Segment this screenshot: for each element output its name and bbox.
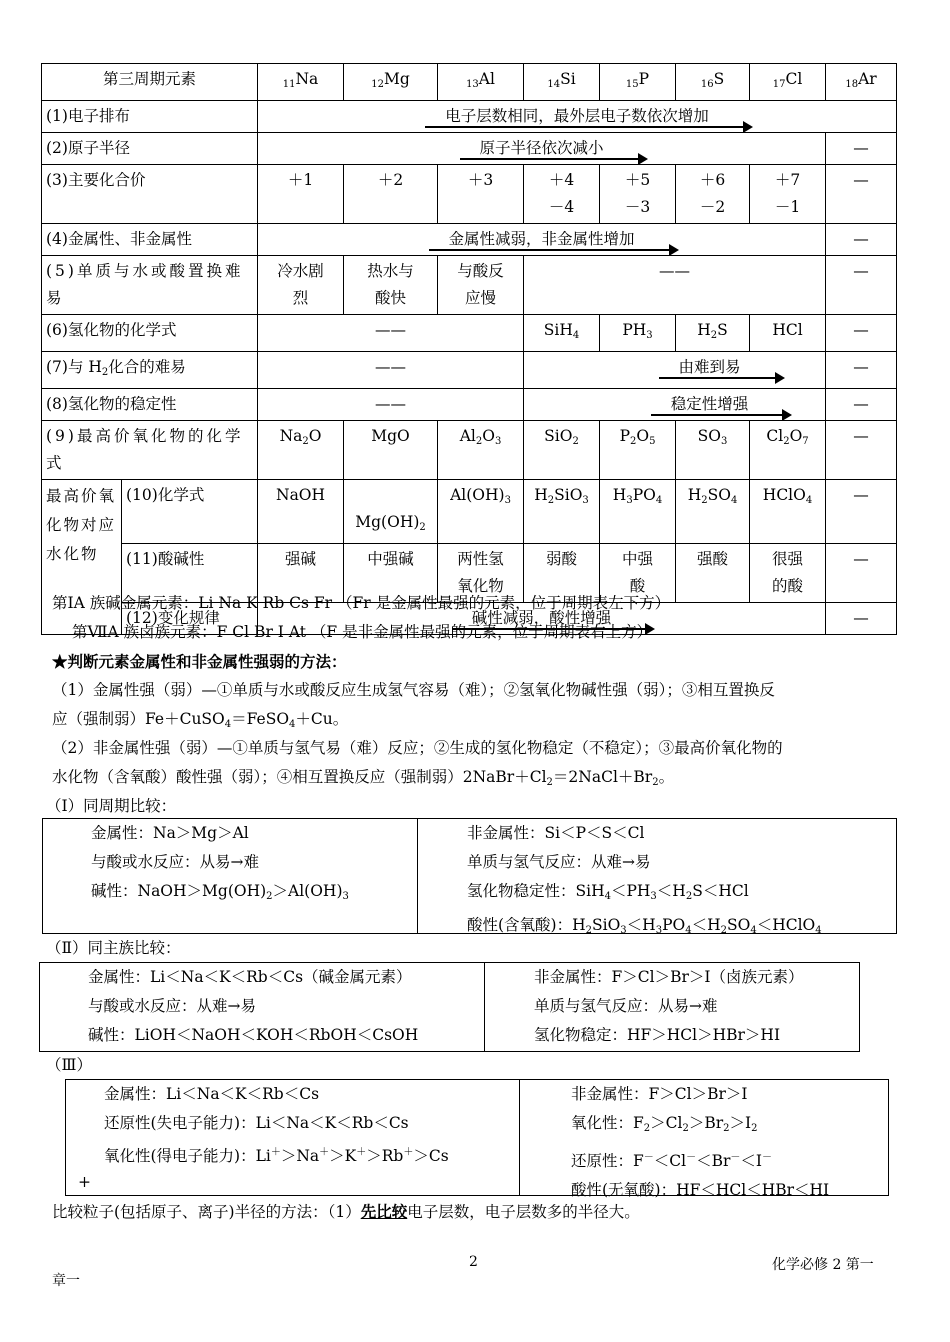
row-hydride-stability: [42, 389, 897, 421]
hydride-cell: $PH_3$: [600, 315, 676, 352]
reaction-cell: 热水与酸快: [344, 256, 438, 315]
trend-cell: [258, 133, 826, 165]
nonmetal-line: 氧化性：$F_2>Cl_2>Br_2>I_2$: [571, 1114, 758, 1134]
row-label: (8)氢化物的稳定性: [42, 389, 258, 421]
hydroxide-cell: $H_2SO_4$: [676, 480, 750, 544]
oxide-cell: $P_2O_5$: [600, 421, 676, 480]
method-nonmetal-line2: 水化物（含氧酸）酸性强（弱）；④相互置换反应（强制弱）$2NaBr+Cl_2=2NaCl+Br_2$。: [52, 768, 675, 788]
dash-cell: ——: [258, 352, 524, 389]
emphasis-text: 先比较: [360, 1202, 408, 1221]
element-s: 16S: [676, 64, 750, 101]
element-mg: 12Mg: [344, 64, 438, 101]
page-number: 2: [469, 1254, 478, 1270]
oxide-cell: $Na_2O$: [258, 421, 344, 480]
ar-cell: —: [826, 133, 897, 165]
nonmetal-line: 氢化物稳定：HF＞HCl＞HBr＞HI: [534, 1026, 781, 1044]
method-metal-line1: （1）金属性强（弱）—①单质与水或酸反应生成氢气容易（难）；②氢氧化物碱性强（弱）；③相互置换反: [52, 681, 775, 699]
oxide-cell: SiO$_2$: [524, 421, 600, 480]
ar-cell: —: [826, 352, 897, 389]
metal-line: 碱性：$NaOH>Mg(OH)_2>Al(OH)_3$: [91, 882, 349, 902]
nonmetal-column: [521, 1080, 888, 1199]
trend-arrow: 金属性减弱，非金属性增加: [449, 226, 635, 253]
row-valence: [42, 165, 897, 224]
metal-line: 金属性：Li＜Na＜K＜Rb＜Cs（碱金属元素）: [88, 968, 412, 986]
same-group-box: [39, 962, 860, 1052]
nonmetal-line: 非金属性：F＞Cl＞Br＞I: [571, 1085, 748, 1103]
trend-arrow: 电子层数相同，最外层电子数依次增加: [445, 103, 709, 130]
halogen-line: 第ⅦA 族卤族元素：F Cl Br I At （F 是非金属性最强的元素，位于周期表右上方）: [72, 623, 653, 641]
trend-cell: [524, 352, 826, 389]
nonmetal-line: 酸性(无氧酸)：HF＜HCl＜HBr＜HI: [571, 1181, 830, 1199]
row-label: (5)单质与水或酸置换难易: [42, 256, 258, 315]
metal-line: 金属性：Na＞Mg＞Al: [91, 824, 249, 842]
element-al: 13Al: [438, 64, 524, 101]
acidity-cell: 中强酸: [600, 544, 676, 603]
section-same-group: （Ⅱ）同主族比较：: [46, 939, 181, 957]
nonmetal-line: 单质与氢气反应：从易→难: [534, 997, 718, 1015]
element-si: 14Si: [524, 64, 600, 101]
row-metallicity: [42, 224, 897, 256]
header-row: [42, 64, 897, 101]
row-label: (10)化学式: [122, 480, 258, 544]
row-label: (9)最高价氧化物的化学式: [42, 421, 258, 480]
row-label: (2)原子半径: [42, 133, 258, 165]
hydride-cell: $H_2S$: [676, 315, 750, 352]
element-p: 15P: [600, 64, 676, 101]
reaction-cell: 冷水剧烈: [258, 256, 344, 315]
footer-chapter: 章一: [52, 1273, 80, 1289]
oxide-cell: $SO_3$: [676, 421, 750, 480]
nonmetal-line: 非金属性：F＞Cl＞Br＞I（卤族元素）: [534, 968, 804, 986]
trend-arrow: 由难到易: [679, 354, 741, 381]
valence-cell: ＋4 －4: [524, 165, 600, 224]
trend-arrow: 稳定性增强: [671, 391, 749, 418]
hydroxide-cell: $Mg(OH)_2$: [344, 480, 438, 544]
row-label: (12)变化规律: [122, 603, 258, 635]
footer-title: 化学必修 2 第一: [772, 1257, 874, 1273]
valence-cell: ＋1: [258, 165, 344, 224]
method-metal-line2: 应（强制弱）Fe＋CuSO$_4$＝FeSO$_4$＋Cu。: [52, 710, 349, 730]
row-atomic-radius: [42, 133, 897, 165]
element-cl: 17Cl: [750, 64, 826, 101]
metal-column: [66, 1080, 520, 1195]
row-label: (1)电子排布: [42, 101, 258, 133]
row-electron-config: [42, 101, 897, 133]
row-oxide-formula: [42, 421, 897, 480]
method-title: ★判断元素金属性和非金属性强弱的方法：: [52, 652, 347, 671]
hydroxide-cell: NaOH: [258, 480, 344, 544]
hydride-cell: SiH$_4$: [524, 315, 600, 352]
acidity-cell: 两性氢氧化物: [438, 544, 524, 603]
oxide-cell: $Al_2O_3$: [438, 421, 524, 480]
trend-cell: [258, 101, 897, 133]
reaction-cell: 与酸反应慢: [438, 256, 524, 315]
section-same-period: （Ⅰ）同周期比较：: [46, 797, 177, 815]
valence-cell: ＋6 －2: [676, 165, 750, 224]
hydroxide-cell: $H_2SiO_3$: [524, 480, 600, 544]
periodic-properties-table: [41, 63, 897, 635]
hydroxide-cell: HClO$_4$: [750, 480, 826, 544]
row-label: (6)氢化物的化学式: [42, 315, 258, 352]
hydroxide-cell: $H_3PO_4$: [600, 480, 676, 544]
acidity-cell: 很强的酸: [750, 544, 826, 603]
hydroxide-cell: $Al(OH)_3$: [438, 480, 524, 544]
row-label: (11)酸碱性: [122, 544, 258, 603]
trend-cell: [258, 224, 826, 256]
nonmetal-line: 酸性(含氧酸)：$H_2SiO_3<H_3PO_4<H_2SO_4<HClO_4$: [467, 916, 822, 936]
nonmetal-line: 氢化物稳定性：$SiH_4<PH_3<H_2S<HCl$: [467, 882, 749, 902]
dash-cell: ——: [258, 389, 524, 421]
nonmetal-line: 还原性：F－＜Cl－＜Br－＜I－: [571, 1152, 773, 1170]
row-h2-combination: [42, 352, 897, 389]
metal-column: [40, 963, 485, 1051]
dash-cell: ——: [258, 315, 524, 352]
nonmetal-column: [486, 963, 859, 1051]
section-three: （Ⅲ）: [46, 1056, 92, 1074]
alkali-line: 第ⅠA 族碱金属元素：Li Na K Rb Cs Fr （Fr 是金属性最强的元素，位于周期表左下方）: [52, 594, 671, 612]
metal-column: [43, 819, 418, 933]
metal-line: 碱性：LiOH＜NaOH＜KOH＜RbOH＜CsOH: [88, 1026, 419, 1044]
valence-cell: ＋5 －3: [600, 165, 676, 224]
metal-line: 金属性：Li＜Na＜K＜Rb＜Cs: [104, 1085, 320, 1103]
ar-cell: —: [826, 224, 897, 256]
ar-cell: —: [826, 256, 897, 315]
nonmetal-column: [419, 819, 896, 936]
hydride-cell: HCl: [750, 315, 826, 352]
nonmetal-line: 单质与氢气反应：从难→易: [467, 853, 651, 871]
dash-cell: ——: [524, 256, 826, 315]
oxide-cell: MgO: [344, 421, 438, 480]
metal-line: 与酸或水反应：从易→难: [91, 853, 259, 871]
metal-line: 还原性(失电子能力)：Li＜Na＜K＜Rb＜Cs: [104, 1114, 409, 1132]
metal-line: 与酸或水反应：从难→易: [88, 997, 256, 1015]
ar-cell: —: [826, 389, 897, 421]
element-ar: 18Ar: [826, 64, 897, 101]
plus-mark: +: [78, 1173, 91, 1191]
same-period-box: [42, 818, 897, 934]
nonmetal-line: 非金属性：Si＜P＜S＜Cl: [467, 824, 645, 842]
group-label: 最高价氧化物对应水化物: [42, 480, 122, 635]
ar-cell: —: [826, 315, 897, 352]
ar-cell: —: [826, 544, 897, 603]
metal-line: 氧化性(得电子能力)：Li＋＞Na＋＞K＋＞Rb＋＞Cs: [104, 1147, 449, 1165]
ar-cell: —: [826, 480, 897, 544]
ar-cell: —: [826, 603, 897, 635]
trend-cell: [524, 389, 826, 421]
element-na: 11Na: [258, 64, 344, 101]
valence-cell: ＋2: [344, 165, 438, 224]
acidity-cell: 弱酸: [524, 544, 600, 603]
oxide-cell: $Cl_2O_7$: [750, 421, 826, 480]
row-label: (7)与 $H_2$化合的难易: [42, 352, 258, 389]
row-hydride-formula: [42, 315, 897, 352]
method-nonmetal-line1: （2）非金属性强（弱）—①单质与氢气易（难）反应；②生成的氢化物稳定（不稳定）；③最高价氧化物的: [52, 739, 783, 757]
trend-arrow: 原子半径依次减小: [480, 135, 604, 162]
acidity-cell: 强酸: [676, 544, 750, 603]
ar-cell: —: [826, 165, 897, 224]
acidity-cell: 中强碱: [344, 544, 438, 603]
row-label: (3)主要化合价: [42, 165, 258, 224]
ar-cell: —: [826, 421, 897, 480]
radius-method-line: 比较粒子(包括原子、离子)半径的方法：（1）先比较电子层数，电子层数多的半径大。: [52, 1202, 640, 1221]
redox-box: [65, 1079, 889, 1199]
row-hydroxide-formula: [42, 480, 897, 544]
valence-cell: ＋7 －1: [750, 165, 826, 224]
acidity-cell: 强碱: [258, 544, 344, 603]
header-label: 第三周期元素: [42, 64, 258, 101]
row-displacement: [42, 256, 897, 315]
trend-arrow: 碱性减弱，酸性增强: [472, 605, 612, 632]
row-label: (4)金属性、非金属性: [42, 224, 258, 256]
valence-cell: ＋3: [438, 165, 524, 224]
